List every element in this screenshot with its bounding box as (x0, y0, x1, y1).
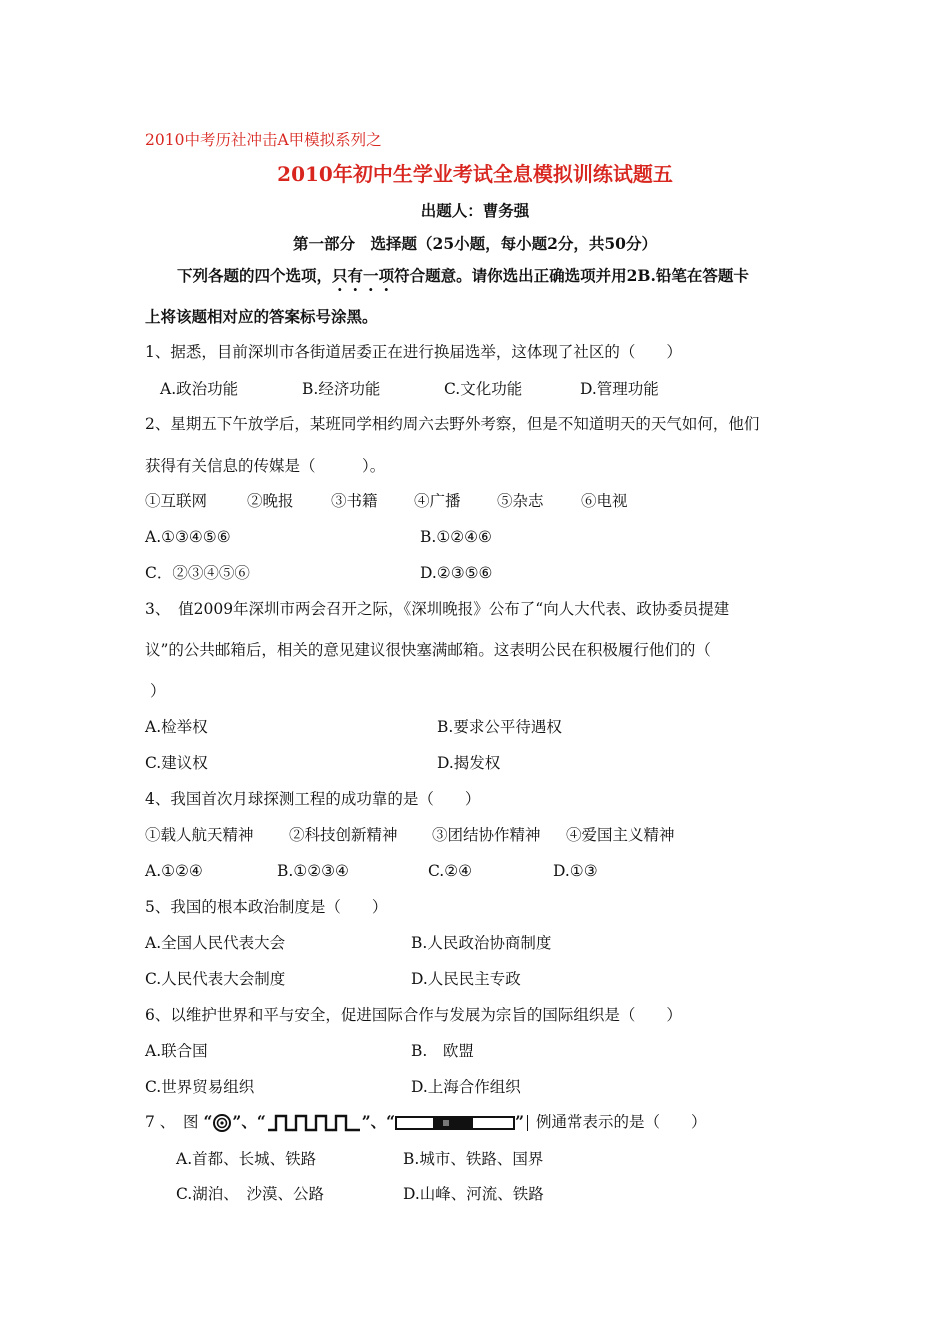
instruction-line-1 (177, 266, 749, 286)
q5-option-c: C.人民代表大会制度 (145, 970, 286, 988)
capital-city-symbol-icon (212, 1113, 232, 1133)
q6-option-d: D.上海合作组织 (411, 1078, 521, 1096)
q4-item-4: ④爱国主义精神 (566, 826, 675, 844)
instruction-line-2: 上将该题相对应的答案标号涂黑。 (145, 307, 378, 326)
instruction-post: 符合题意。请你选出正确选项并用2B.铅笔在答题卡 (394, 266, 749, 285)
emphasis-char: 有 (347, 266, 364, 285)
great-wall-symbol-icon (266, 1112, 362, 1134)
question-3-stem-1: 3、 值2009年深圳市两会召开之际，《深圳晚报》公布了“向人大代表、政协委员提建 (145, 600, 730, 618)
instruction-pre: 下列各题的四个选项， (177, 266, 333, 285)
q1-option-b: B.经济功能 (302, 380, 381, 398)
question-6-stem: 6、以维护世界和平与安全，促进国际合作与发展为宗旨的国际组织是（ ） (145, 1006, 682, 1024)
q6-option-a: A.联合国 (145, 1042, 208, 1060)
q1-option-a: A.政治功能 (160, 380, 239, 398)
series-header: 2010中考历社冲击A甲模拟系列之 (145, 131, 382, 149)
q2-option-b: B.①②④⑥ (420, 528, 492, 546)
q4-option-d: D.①③ (553, 862, 598, 880)
q7-separator: ”、“ (232, 1112, 266, 1131)
q3-option-d: D.揭发权 (437, 754, 501, 772)
q2-item-3: ③书籍 (331, 492, 378, 510)
q5-option-a: A.全国人民代表大会 (145, 934, 286, 952)
q7-option-a: A.首都、长城、铁路 (176, 1150, 317, 1168)
q4-item-1: ①载人航天精神 (145, 826, 254, 844)
q4-item-2: ②科技创新精神 (289, 826, 398, 844)
q4-item-3: ③团结协作精神 (432, 826, 541, 844)
question-3-stem-2: 议”的公共邮箱后，相关的意见建议很快塞满邮箱。这表明公民在积极履行他们的（ (145, 641, 711, 659)
emphasis-char: 项 (378, 266, 395, 285)
q2-item-4: ④广播 (414, 492, 461, 510)
q6-option-b: B. 欧盟 (411, 1042, 474, 1060)
question-1-stem: 1、据悉，目前深圳市各街道居委正在进行换届选举，这体现了社区的（ ） (145, 343, 682, 361)
q7-quote: “ (203, 1112, 213, 1131)
q3-option-c: C.建议权 (145, 754, 208, 772)
q2-option-a: A.①③④⑤⑥ (145, 528, 231, 546)
emphasis-char: 只 (332, 266, 348, 285)
q2-item-1: ①互联网 (145, 492, 208, 510)
q1-option-c: C.文化功能 (444, 380, 523, 398)
q4-option-a: A.①②④ (145, 862, 203, 880)
q2-item-5: ⑤杂志 (497, 492, 544, 510)
exam-title: 2010年初中生学业考试全息模拟训练试题五 (277, 162, 673, 186)
q7-quote: ” (515, 1112, 525, 1131)
part-heading: 第一部分 选择题（25小题，每小题2分，共50分） (293, 234, 657, 253)
q5-option-b: B.人民政治协商制度 (411, 934, 552, 952)
q7-option-c: C.湖泊、 沙漠、公路 (176, 1185, 324, 1203)
question-3-stem-3: ） (150, 682, 166, 700)
q7-option-b: B.城市、铁路、国界 (403, 1150, 544, 1168)
emphasis-char: 一 (363, 266, 379, 285)
question-2-stem-1: 2、星期五下午放学后，某班同学相约周六去野外考察，但是不知道明天的天气如何，他们 (145, 415, 760, 433)
q2-item-6: ⑥电视 (581, 492, 628, 510)
question-4-stem: 4、我国首次月球探测工程的成功靠的是（ ） (145, 790, 481, 808)
figure-crop-edge (524, 1115, 528, 1131)
q2-option-c: C．②③④⑤⑥ (145, 564, 250, 582)
railway-symbol-icon (395, 1114, 515, 1132)
q7-number: 7 、 图 (145, 1113, 199, 1131)
q4-option-c: C.②④ (428, 862, 473, 880)
question-7-stem (145, 1112, 707, 1134)
q7-tail: 例通常表示的是（ ） (536, 1113, 707, 1131)
q7-separator: ”、“ (361, 1112, 396, 1131)
q6-option-c: C.世界贸易组织 (145, 1078, 255, 1096)
q3-option-a: A.检举权 (145, 718, 208, 736)
q2-option-d: D.②③⑤⑥ (420, 564, 493, 582)
q1-option-d: D.管理功能 (580, 380, 659, 398)
question-2-stem-2: 获得有关信息的传媒是（ ）。 (145, 457, 386, 475)
q3-option-b: B.要求公平待遇权 (437, 718, 562, 736)
question-5-stem: 5、我国的根本政治制度是（ ） (145, 898, 388, 916)
exam-author: 出题人：曹务强 (420, 201, 530, 220)
q5-option-d: D.人民民主专政 (411, 970, 521, 988)
q7-option-d: D.山峰、河流、铁路 (403, 1185, 544, 1203)
q2-item-2: ②晚报 (247, 492, 294, 510)
q4-option-b: B.①②③④ (277, 862, 349, 880)
